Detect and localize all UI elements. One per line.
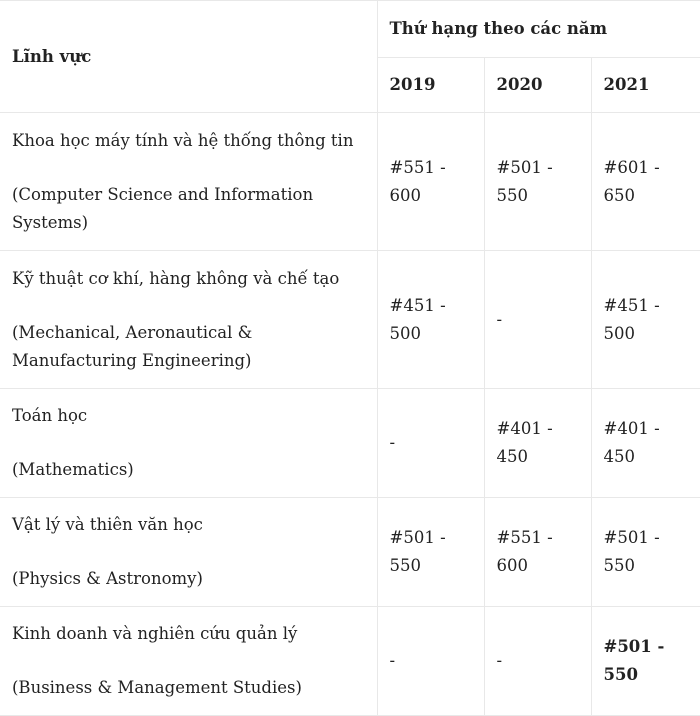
rank-cell-2020 [484,113,591,251]
field-name-vi: Toán học [12,406,88,425]
rank-cell-2021 [591,389,700,498]
field-cell [0,498,377,607]
rank-cell-2020 [484,389,591,498]
field-name-en: (Mechanical, Aeronautical & Manufacturing Engineering) [12,322,253,370]
rank-value: #401 - 450 [496,419,553,466]
rank-cell-2019 [377,607,484,716]
field-name-vi: Kỹ thuật cơ khí, hàng không và chế tạo [12,268,340,288]
rank-value: #551 - 600 [389,157,446,205]
rank-cell-2021 [591,498,700,607]
header-row-top [0,1,700,58]
field-name-en: (Physics & Astronomy) [12,569,203,588]
rank-value: - [496,309,503,329]
rank-cell-2020 [484,498,591,607]
field-cell [0,251,377,389]
rank-cell-2020 [484,607,591,716]
field-name-en: (Mathematics) [12,460,134,479]
rank-value: #401 - 450 [603,419,660,466]
field-cell [0,389,377,498]
rank-value: - [389,433,396,452]
rank-cell-2019 [377,498,484,607]
year-header-2019: 2019 [377,58,484,113]
field-name-en: (Computer Science and Information Systems) [12,184,314,232]
rank-cell-2019 [377,389,484,498]
table-row [0,607,700,716]
years-group-header: Thứ hạng theo các năm [377,1,700,58]
rank-value: #451 - 500 [389,295,446,343]
rank-value: #501 - 550 [496,157,553,205]
rank-cell-2019 [377,113,484,251]
rank-cell-2021 [591,251,700,389]
rank-value: #451 - 500 [603,295,660,343]
rank-value: #501 - 550 [603,528,660,575]
table-row [0,498,700,607]
field-name-vi: Khoa học máy tính và hệ thống thông tin [12,130,354,150]
table-row [0,389,700,498]
field-cell [0,607,377,716]
rank-cell-2019 [377,251,484,389]
year-header-2021: 2021 [591,58,700,113]
rank-value: #551 - 600 [496,528,553,575]
table-row [0,251,700,389]
rank-value-highlighted: #501 - 550 [603,637,665,684]
field-cell [0,113,377,251]
table-row [0,113,700,251]
rank-cell-2021 [591,607,700,716]
rank-cell-2021 [591,113,700,251]
field-column-header: Lĩnh vực [0,1,377,113]
rank-value: - [496,651,503,670]
field-name-vi: Kinh doanh và nghiên cứu quản lý [12,624,298,643]
year-header-2020: 2020 [484,58,591,113]
rank-cell-2020 [484,251,591,389]
rank-value: #501 - 550 [389,528,446,575]
field-name-en: (Business & Management Studies) [12,678,302,697]
rank-value: - [389,651,396,670]
field-name-vi: Vật lý và thiên văn học [12,515,203,534]
rank-value: #601 - 650 [603,157,660,205]
